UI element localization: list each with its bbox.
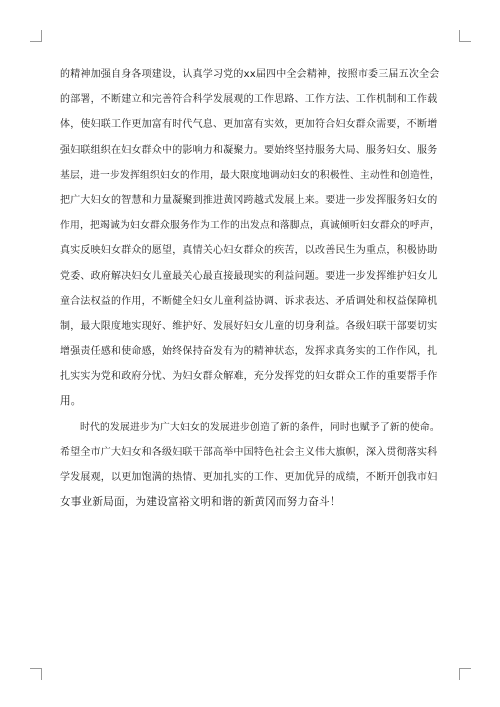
text-line: 学发展观，以更加饱满的热情、更加扎实的工作、更加优异的成绩，不断开创我市妇 — [60, 472, 438, 483]
text-line: 希望全市广大妇女和各级妇联干部高举中国特色社会主义伟大旗帜，深入贯彻落实科 — [60, 446, 438, 458]
text-line: 童合法权益的作用，不断健全妇女儿童利益协调、诉求表达、矛盾调处和权益保障机 — [60, 295, 438, 307]
text-line: 扎实实为党和政府分忧、为妇女群众解难，充分发挥党的妇女群众工作的重要帮手作 — [60, 371, 438, 383]
text-line: 女事业新局面，为建设富裕文明和谐的新黄冈而努力奋斗！ — [60, 496, 341, 509]
text-line: 用。 — [60, 395, 82, 408]
text-line: 基层，进一步发挥组织妇女的作用，最大限度地调动妇女的积极性、主动性和创造性， — [60, 169, 440, 181]
crop-mark-bottom-right — [459, 668, 471, 680]
text-line: 的部署，不断建立和完善符合科学发展观的工作思路、工作方法、工作机制和工作载 — [60, 94, 438, 106]
text-line: 党委、政府解决妇女儿童最关心最直接最现实的利益问题。要进一步发挥维护妇女儿 — [60, 270, 438, 282]
crop-mark-top-right — [459, 30, 471, 42]
text-line: 时代的发展进步为广大妇女的发展进步创造了新的条件，同时也赋予了新的使命。 — [80, 421, 440, 433]
body-text — [60, 62, 441, 515]
text-line: 增强责任感和使命感，始终保持奋发有为的精神状态，发挥求真务实的工作作风，扎 — [60, 346, 438, 358]
text-line: 作用，把竭诚为妇女群众服务作为工作的出发点和落脚点，真诚倾听妇女群众的呼声， — [60, 220, 440, 232]
text-line: 真实反映妇女群众的愿望，真情关心妇女群众的疾苦，以改善民生为重点，积极协助 — [60, 245, 438, 257]
text-line: 的精神加强自身各项建设，认真学习党的xx届四中全会精神，按照市委三届五次全会 — [60, 69, 440, 80]
text-line: 把广大妇女的智慧和力量凝聚到推进黄冈跨越式发展上来。要进一步发挥服务妇女的 — [60, 194, 438, 206]
paragraph-1 — [60, 62, 441, 415]
crop-mark-top-left — [30, 30, 42, 42]
text-line: 制，最大限度地实现好、维护好、发展好妇女儿童的切身利益。各级妇联干部要切实 — [60, 320, 438, 332]
text-line: 体，使妇联工作更加富有时代气息、更加富有实效，更加符合妇女群众需要，不断增 — [60, 119, 438, 131]
text-line: 强妇联组织在妇女群众中的影响力和凝聚力。要始终坚持服务大局、服务妇女、服务 — [60, 144, 438, 156]
paragraph-2 — [60, 415, 441, 516]
crop-mark-bottom-left — [30, 668, 42, 680]
